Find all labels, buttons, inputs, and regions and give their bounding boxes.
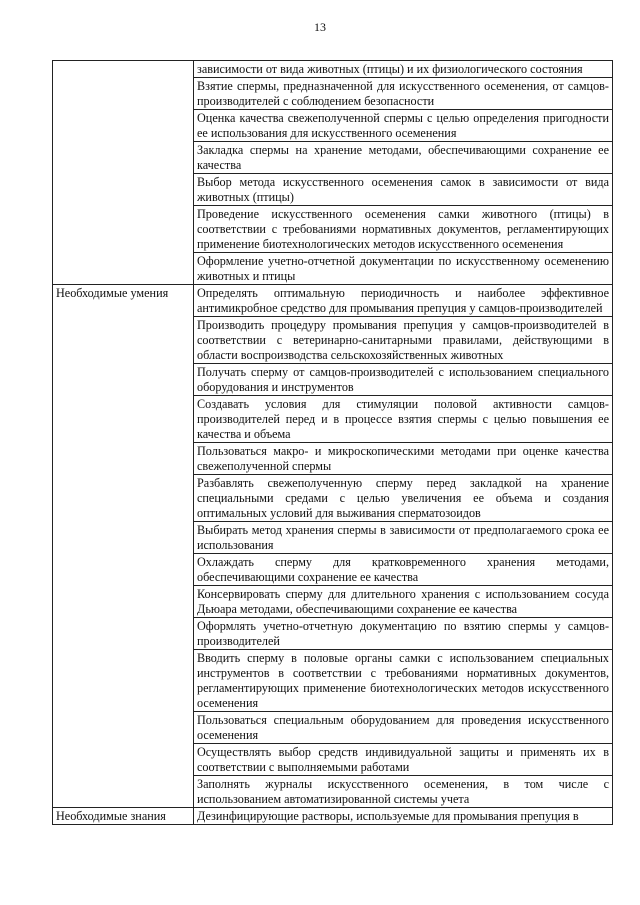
requirement-item: Охлаждать сперму для кратковременного хранения методами, обеспечивающими сохранение ее качества (194, 554, 613, 586)
requirement-item: Оценка качества свежеполученной спермы с целью определения пригодности ее использования для искусственного осеменения (194, 110, 613, 142)
requirement-item: Взятие спермы, предназначенной для искусственного осеменения, от самцов-производителей с соблюдением безопасности (194, 78, 613, 110)
requirement-item: Дезинфицирующие растворы, используемые для промывания препуция в (194, 808, 613, 825)
row-group-label: Необходимые знания (53, 808, 194, 825)
requirement-item: Разбавлять свежеполученную сперму перед закладкой на хранение специальными средами с целью увеличения ее объема и создания оптимальных условий для выживания сперматозоидов (194, 475, 613, 522)
requirements-table (52, 60, 613, 825)
requirement-item: Производить процедуру промывания препуция у самцов-производителей в соответствии с ветеринарно-санитарными правилами, действующими в области воспроизводства сельскохозяйственных животных (194, 317, 613, 364)
requirement-item: Оформлять учетно-отчетную документацию по взятию спермы у самцов-производителей (194, 618, 613, 650)
requirement-item: зависимости от вида животных (птицы) и их физиологического состояния (194, 61, 613, 78)
requirement-item: Вводить сперму в половые органы самки с использованием специальных инструментов в соответствии с требованиями нормативных документов, регламентирующих применение биотехнологических методов искусственного осеменения (194, 650, 613, 712)
requirement-item: Получать сперму от самцов-производителей с использованием специального оборудования и инструментов (194, 364, 613, 396)
requirement-item: Пользоваться специальным оборудованием для проведения искусственного осеменения (194, 712, 613, 744)
requirement-item: Проведение искусственного осеменения самки животного (птицы) в соответствии с требованиями нормативных документов, регламентирующих применение биотехнологических методов искусственного осеменения (194, 206, 613, 253)
requirement-item: Оформление учетно-отчетной документации по искусственному осеменению животных и птицы (194, 253, 613, 285)
requirement-item: Создавать условия для стимуляции половой активности самцов-производителей перед и в процессе взятия спермы с целью повышения ее качества и объема (194, 396, 613, 443)
requirement-item: Закладка спермы на хранение методами, обеспечивающими сохранение ее качества (194, 142, 613, 174)
requirement-item: Выбор метода искусственного осеменения самок в зависимости от вида животных (птицы) (194, 174, 613, 206)
requirement-item: Выбирать метод хранения спермы в зависимости от предполагаемого срока ее использования (194, 522, 613, 554)
table-row (53, 285, 613, 317)
row-group-label: Необходимые умения (53, 285, 194, 808)
table-row (53, 61, 613, 78)
page-number: 13 (314, 20, 326, 34)
table-row (53, 808, 613, 825)
requirement-item: Заполнять журналы искусственного осеменения, в том числе с использованием автоматизированной системы учета (194, 776, 613, 808)
requirement-item: Консервировать сперму для длительного хранения с использованием сосуда Дьюара методами, обеспечивающими сохранение ее качества (194, 586, 613, 618)
requirement-item: Осуществлять выбор средств индивидуальной защиты и применять их в соответствии с выполняемыми работами (194, 744, 613, 776)
requirement-item: Определять оптимальную периодичность и наиболее эффективное антимикробное средство для промывания препуция у самцов-производителей (194, 285, 613, 317)
requirement-item: Пользоваться макро- и микроскопическими методами при оценке качества свежеполученной спермы (194, 443, 613, 475)
requirements-table-body (53, 61, 613, 825)
row-group-label (53, 61, 194, 285)
